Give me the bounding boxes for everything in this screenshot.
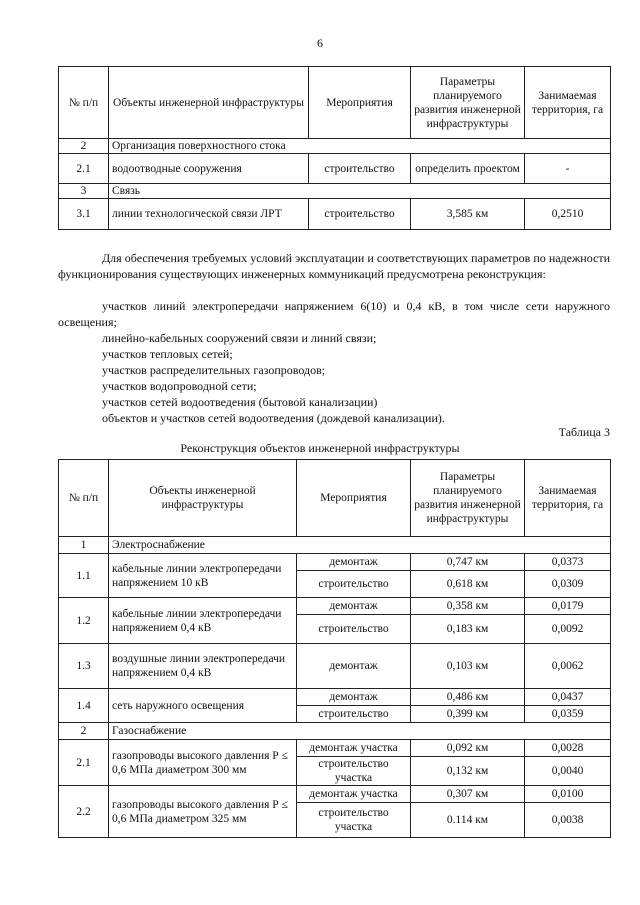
section-title: Связь [109,184,611,199]
row-area: 0,0359 [525,706,611,723]
row-num: 2.1 [59,740,109,786]
section-num: 2 [59,139,109,154]
row-area: 0,0028 [525,740,611,757]
row-action: строительство [297,571,411,598]
section-row [59,184,611,199]
row-num: 2.1 [59,154,109,184]
row-num: 1.2 [59,598,109,644]
row-param: 3,585 км [411,199,525,230]
header-area: Занимаемая территория, га [525,460,611,537]
row-param: 0,092 км [411,740,525,757]
row-action: демонтаж [297,554,411,571]
row-area: 0,0437 [525,689,611,706]
header-action: Мероприятия [309,67,411,139]
section-title: Газоснабжение [109,723,611,740]
row-object: кабельные линии электропередачи напряжением 10 кВ [109,554,297,598]
header-param: Параметры планируемого развития инженерной инфраструктуры [411,67,525,139]
row-param: 0.114 км [411,803,525,838]
row-param: 0,103 км [411,644,525,689]
row-param: 0,618 км [411,571,525,598]
row-param: 0,747 км [411,554,525,571]
row-area: 0,0062 [525,644,611,689]
row-param: 0,183 км [411,615,525,644]
table-row [59,689,611,706]
header-num: № п/п [59,67,109,139]
table-header-row [59,460,611,537]
row-action: демонтаж [297,598,411,615]
row-object: водоотводные сооружения [109,154,309,184]
row-area: 0,0373 [525,554,611,571]
row-param: 0,358 км [411,598,525,615]
row-action: демонтаж участка [297,740,411,757]
row-param: 0,132 км [411,757,525,786]
header-area: Занимаемая территория, га [525,67,611,139]
row-action: строительство [309,199,411,230]
row-area: - [525,154,611,184]
row-action: строительство участка [297,803,411,838]
reconstruction-table [58,459,611,838]
table-label: Таблица 3 [558,425,610,439]
list-item: участков распределительных газопроводов; [102,363,326,377]
section-num: 3 [59,184,109,199]
row-area: 0,0179 [525,598,611,615]
row-num: 1.4 [59,689,109,723]
section-row [59,723,611,740]
table-row [59,644,611,689]
list-item: участков линий электропередачи напряжением 6(10) и 0,4 кВ, в том числе сети наружного освещения; [58,299,610,329]
row-param: 0,307 км [411,786,525,803]
table-row [59,554,611,571]
list-item: участков тепловых сетей; [102,347,233,361]
table-row [59,786,611,803]
section-num: 1 [59,537,109,554]
section-num: 2 [59,723,109,740]
header-param: Параметры планируемого развития инженерной инфраструктуры [411,460,525,537]
row-object: газопроводы высокого давления Р ≤ 0,6 МПа диаметром 325 мм [109,786,297,838]
row-action: строительство [309,154,411,184]
row-num: 1.3 [59,644,109,689]
engineering-table-top [58,66,611,230]
table-row [59,199,611,230]
row-area: 0,0038 [525,803,611,838]
row-action: строительство [297,615,411,644]
table-row [59,154,611,184]
list-item: участков водопроводной сети; [102,379,257,393]
section-row [59,537,611,554]
row-object: газопроводы высокого давления Р ≤ 0,6 МПа диаметром 300 мм [109,740,297,786]
table-caption: Реконструкция объектов инженерной инфраструктуры [180,441,460,455]
row-object: кабельные линии электропередачи напряжением 0,4 кВ [109,598,297,644]
row-action: строительство [297,706,411,723]
row-area: 0,2510 [525,199,611,230]
row-area: 0,0040 [525,757,611,786]
row-object: сеть наружного освещения [109,689,297,723]
row-area: 0,0100 [525,786,611,803]
row-param: определить проектом [411,154,525,184]
row-action: демонтаж [297,644,411,689]
header-action: Мероприятия [297,460,411,537]
row-area: 0,0309 [525,571,611,598]
table-row [59,740,611,757]
row-object: линии технологической связи ЛРТ [109,199,309,230]
row-area: 0,0092 [525,615,611,644]
list-item: линейно-кабельных сооружений связи и линий связи; [102,331,377,345]
header-object: Объекты инженерной инфраструктуры [109,67,309,139]
list-item: участков сетей водоотведения (бытовой канализации) [102,395,378,409]
row-object: воздушные линии электропередачи напряжением 0,4 кВ [109,644,297,689]
intro-paragraph: Для обеспечения требуемых условий эксплуатации и соответствующих параметров по надежности функционирования существующих инженерных коммуникаций предусмотрена реконструкция: [58,251,610,281]
row-param: 0,399 км [411,706,525,723]
page-number: 6 [317,36,323,50]
header-num: № п/п [59,460,109,537]
row-num: 2.2 [59,786,109,838]
row-action: демонтаж участка [297,786,411,803]
section-row [59,139,611,154]
row-action: демонтаж [297,689,411,706]
row-num: 1.1 [59,554,109,598]
header-object: Объекты инженерной инфраструктуры [109,460,297,537]
list-item: объектов и участков сетей водоотведения (дождевой канализации). [102,411,445,425]
table-header-row [59,67,611,139]
table-row [59,598,611,615]
row-action: строительство участка [297,757,411,786]
row-param: 0,486 км [411,689,525,706]
section-title: Электроснабжение [109,537,611,554]
section-title: Организация поверхностного стока [109,139,611,154]
row-num: 3.1 [59,199,109,230]
